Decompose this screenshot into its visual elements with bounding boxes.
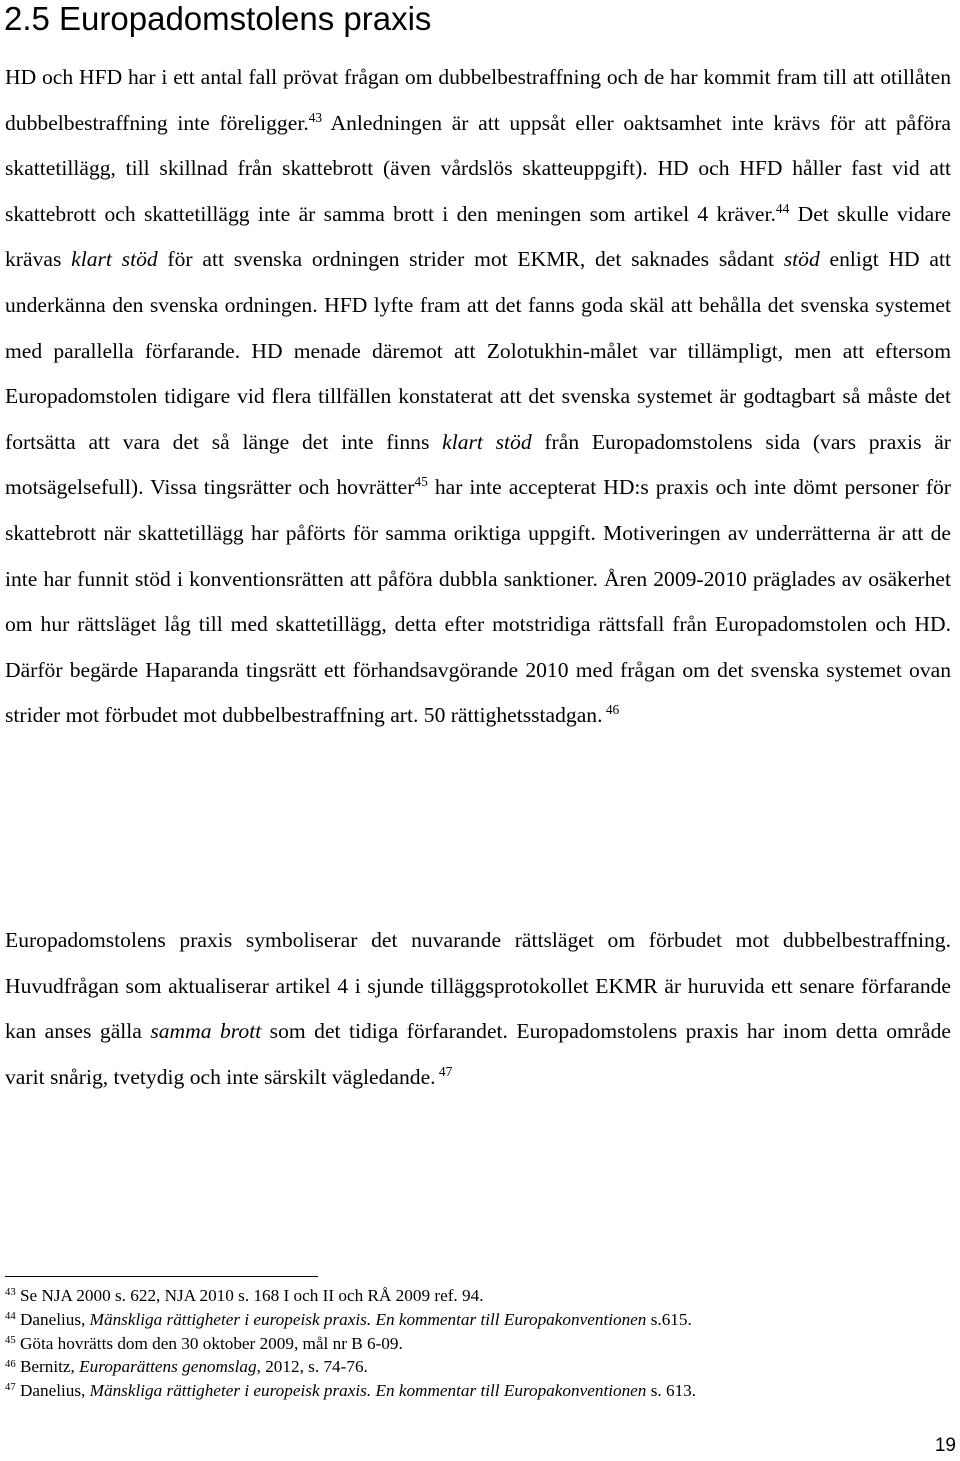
para1-emphasis-2: stöd: [783, 247, 820, 272]
footnotes: [5, 1284, 951, 1403]
footnote-46: $^{46}$ Bernitz, Europarättens genomslag, 2012, s. 74-76.: [5, 1357, 368, 1377]
para1-emphasis-1: klart stöd: [71, 247, 158, 272]
footnote-ref-43[interactable]: 43: [308, 109, 323, 125]
para1-text-6: från Europadomstolens sida (vars praxis är motsägelsefull). Vissa tingsrätter och hovrätter: [5, 429, 951, 500]
para2-text-2: som det tidiga förfarandet. Europadomstolens praxis har inom detta område varit snårig, tvetydig och inte särskilt vägledande.: [5, 1019, 951, 1089]
para2-text-1: Europadomstolens praxis symboliserar det nuvarande rättsläget om förbudet mot dubbelbestraffning. Huvudfrågan som aktualiserar artikel 4 i sjunde tilläggsprotokollet EKMR är huruvida ett senare förfarande kan anses gälla: [5, 928, 951, 1044]
paragraph-2: [5, 918, 951, 1100]
section-heading: 2.5 Europadomstolens praxis: [4, 0, 432, 37]
footnote-ref-47[interactable]: 47: [435, 1063, 453, 1079]
footnote-43: $^{43}$ Se NJA 2000 s. 622, NJA 2010 s. 168 I och II och RÅ 2009 ref. 94.: [5, 1286, 484, 1305]
para1-text-1: HD och HFD har i ett antal fall prövat frågan om dubbelbestraffning och de har kommit fram till att otillåten dubbelbestraffning inte föreligger.: [5, 65, 951, 135]
footnote-ref-46[interactable]: 46: [602, 702, 620, 718]
para1-text-3: Det skulle vidare krävas: [5, 201, 951, 272]
para1-emphasis-3: klart stöd: [442, 429, 532, 454]
para1-text-2: Anledningen är att uppsåt eller oaktsamhet inte krävs för att påföra skattetillägg, till skillnad från skattebrott (även vårdslös skatteuppgift). HD och HFD håller fast vid att skattebrott och skattetillägg inte är samma brott i den meningen som artikel 4 kräver.: [5, 110, 951, 226]
footnote-45: $^{45}$ Göta hovrätts dom den 30 oktober 2009, mål nr B 6-09.: [5, 1333, 403, 1353]
footnote-separator: [5, 1276, 318, 1277]
footnote-47: $^{47}$ Danelius, Mänskliga rättigheter i europeisk praxis. En kommentar till Europakonventionen s. 613.: [5, 1381, 697, 1401]
para1-text-7: har inte accepterat HD:s praxis och inte dömt personer för skattebrott när skattetillägg har påförts för samma oriktiga uppgift. Motiveringen av underrätterna är att de inte har funnit stöd i konventionsrätten att påföra dubbla sanktioner. Åren 2009-2010 präglades av osäkerhet om hur rättsläget låg till med skattetillägg, detta efter motstridiga rättsfall från Europadomstolen och HD. Därför begärde Haparanda tingsrätt ett förhandsavgörande 2010 med frågan om det svenska systemet ovan strider mot förbudet mot dubbelbestraffning art. 50 rättighetsstadgan.: [5, 475, 951, 728]
paragraph-1: [5, 55, 951, 739]
page-number: 19: [934, 1435, 956, 1456]
para1-text-5: enligt HD att underkänna den svenska ordningen. HFD lyfte fram att det fanns goda skäl att behålla det svenska systemet med parallella förfarande. HD menade däremot att Zolotukhin-målet var tillämpligt, men att eftersom Europadomstolen tidigare vid flera tillfällen konstaterat att det svenska systemet är godtagbart så måste det fortsätta att vara det så länge det inte finns: [5, 247, 951, 454]
footnote-44: $^{44}$ Danelius, Mänskliga rättigheter i europeisk praxis. En kommentar till Europakonventionen s.615.: [5, 1309, 692, 1329]
para1-text-4: för att svenska ordningen strider mot EKMR, det saknades sådant: [157, 247, 784, 272]
footnote-ref-45[interactable]: 45: [414, 474, 428, 490]
para2-emphasis-1: samma brott: [150, 1019, 262, 1044]
footnote-ref-44[interactable]: 44: [775, 200, 790, 216]
